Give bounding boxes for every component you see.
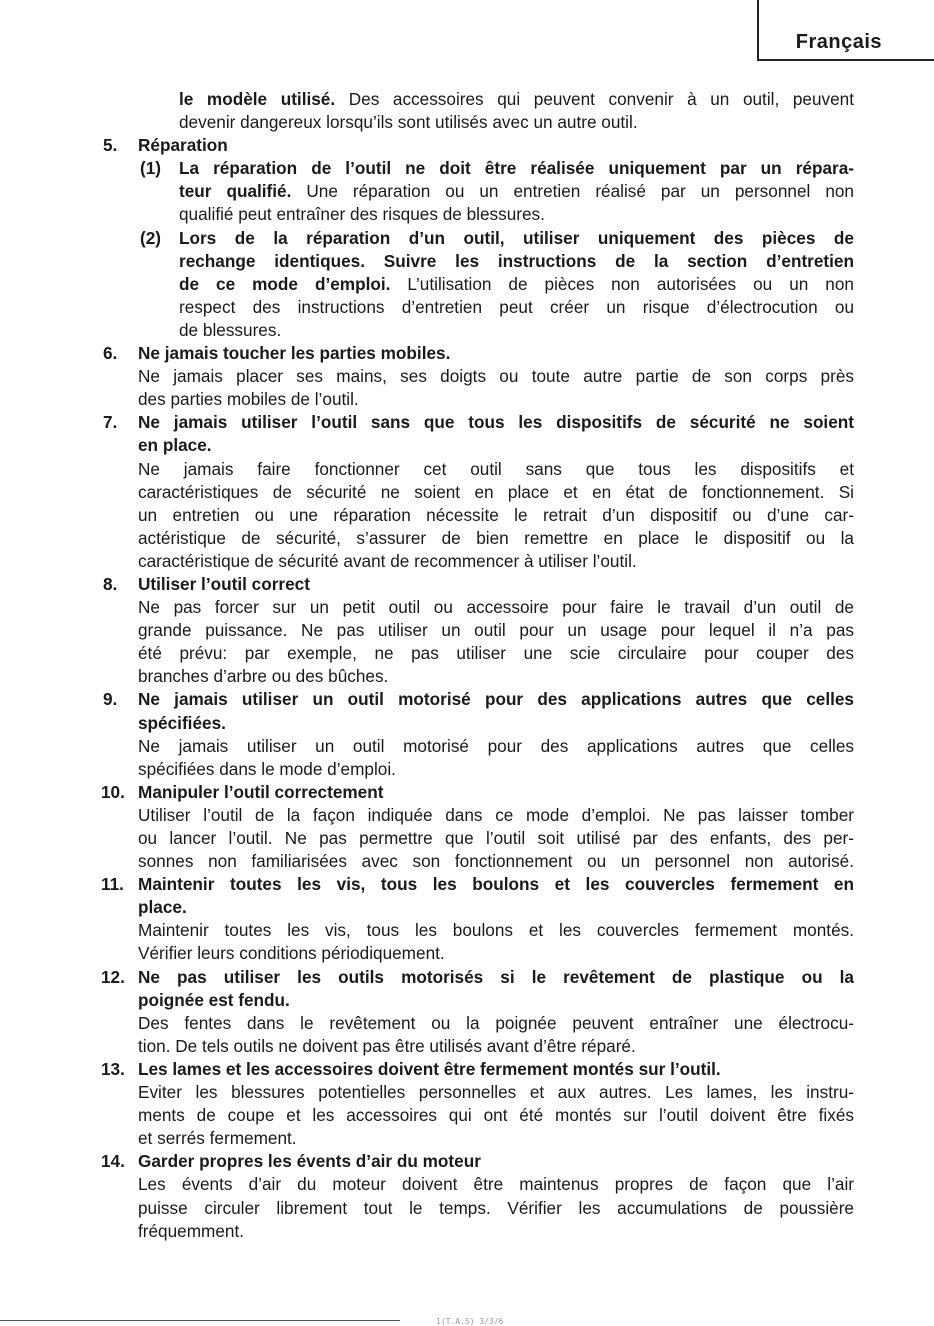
line-text	[138, 434, 854, 457]
line-text	[138, 134, 854, 157]
body-text: Vérifier leurs conditions périodiquement.	[138, 943, 445, 964]
line-text	[138, 642, 854, 665]
body-text: Les évents d’air du moteur doivent être maintenus propres de façon que l’air	[138, 1174, 854, 1195]
text-line	[0, 1220, 934, 1243]
bold-text: Réparation	[138, 135, 228, 156]
body-text: fréquemment.	[138, 1220, 245, 1241]
line-text	[138, 1058, 854, 1081]
bold-text: Ne jamais utiliser l’outil sans que tous les dispositifs de sécurité ne soient	[138, 412, 854, 433]
text-line	[0, 1081, 934, 1104]
text-line	[0, 989, 934, 1012]
line-text	[138, 550, 854, 573]
text-line	[0, 1150, 934, 1173]
body-text: des parties mobiles de l’outil.	[138, 389, 359, 410]
body-text: un entretien ou une réparation nécessite le retrait d’un dispositif ou d’une car-	[138, 504, 854, 525]
text-line	[0, 180, 934, 203]
line-text	[138, 1104, 854, 1127]
line-text	[179, 88, 854, 111]
line-text	[138, 989, 854, 1012]
line-text	[179, 296, 854, 319]
footer-code: 1(T.A.S) 3/3/6	[436, 1317, 504, 1326]
bold-text: en place.	[138, 435, 212, 456]
line-text	[138, 1012, 854, 1035]
text-line	[0, 896, 934, 919]
text-line	[0, 804, 934, 827]
line-text	[179, 111, 854, 134]
line-text	[138, 596, 854, 619]
bold-text: le modèle utilisé.	[179, 89, 336, 109]
bold-text: Utiliser l’outil correct	[138, 573, 310, 594]
footer-divider	[0, 1320, 400, 1321]
text-line	[0, 619, 934, 642]
item-number: 13.	[101, 1058, 125, 1079]
body-text: été prévu: par exemple, ne pas utiliser une scie circulaire pour couper des	[138, 643, 854, 664]
line-text	[179, 319, 854, 342]
body-text: tion. De tels outils ne doivent pas être utilisés avant d’être réparé.	[138, 1035, 636, 1056]
bold-text: de ce mode d’emploi.	[179, 273, 391, 294]
subitem-number: (1)	[140, 158, 162, 179]
item-number: 9.	[103, 689, 118, 710]
body-text: ou lancer l’outil. Ne pas permettre que l’outil soit utilisé par des enfants, des per-	[138, 828, 854, 848]
text-line	[0, 758, 934, 781]
text-line	[0, 850, 934, 873]
text-line	[0, 157, 934, 180]
text-line	[0, 227, 934, 250]
line-text	[138, 342, 854, 365]
line-text	[138, 527, 854, 550]
body-text: Une réparation ou un entretien réalisé par un personnel non	[291, 181, 854, 202]
line-text	[179, 203, 854, 226]
line-text	[138, 1173, 854, 1196]
language-label: Français	[795, 31, 882, 53]
text-line	[0, 342, 934, 365]
line-text	[138, 735, 854, 758]
line-text	[138, 365, 854, 388]
body-text: Des accessoires qui peuvent convenir à un outil, peuvent	[335, 89, 855, 109]
bold-text: La réparation de l’outil ne doit être réalisée uniquement par un répara-	[179, 158, 854, 179]
text-line	[0, 1012, 934, 1035]
text-line	[0, 273, 934, 296]
text-line	[0, 942, 934, 965]
body-text: Eviter les blessures potentielles personnelles et aux autres. Les lames, les instru-	[138, 1082, 854, 1103]
bold-text: teur qualifié.	[179, 181, 292, 202]
line-text	[179, 250, 854, 273]
text-line	[0, 966, 934, 989]
line-text	[138, 942, 854, 965]
text-line	[0, 203, 934, 226]
body-text: devenir dangereux lorsqu’ils sont utilisés avec un autre outil.	[179, 112, 638, 133]
line-text	[179, 273, 854, 296]
line-text	[179, 157, 854, 180]
body-text: et serrés fermement.	[138, 1128, 297, 1149]
body-text: L’utilisation de pièces non autorisées ou un non	[390, 273, 854, 294]
text-line	[0, 550, 934, 573]
line-text	[138, 619, 854, 642]
document-body	[0, 88, 934, 1243]
item-number: 14.	[101, 1151, 125, 1172]
line-text	[179, 180, 854, 203]
line-text	[138, 481, 854, 504]
bold-text: Ne jamais toucher les parties mobiles.	[138, 343, 451, 364]
text-line	[0, 504, 934, 527]
text-line	[0, 434, 934, 457]
text-line	[0, 919, 934, 942]
line-text	[138, 712, 854, 735]
text-line	[0, 688, 934, 711]
line-text	[138, 458, 854, 481]
bold-text: Ne jamais utiliser un outil motorisé pour des applications autres que celles	[138, 689, 854, 710]
line-text	[138, 919, 854, 942]
bold-text: Maintenir toutes les vis, tous les boulons et les couvercles fermement en	[138, 874, 854, 895]
body-text: grande puissance. Ne pas utiliser un outil pour un usage pour lequel il n’a pas	[138, 620, 854, 641]
line-text	[138, 1127, 854, 1150]
item-number: 11.	[101, 874, 124, 895]
text-line	[0, 735, 934, 758]
text-line	[0, 388, 934, 411]
item-number: 8.	[103, 573, 118, 594]
text-line	[0, 1127, 934, 1150]
text-line	[0, 712, 934, 735]
body-text: ments de coupe et les accessoires qui ont été montés sur l’outil doivent être fixés	[138, 1105, 854, 1126]
text-line	[0, 642, 934, 665]
line-text	[138, 966, 854, 989]
line-text	[138, 573, 854, 596]
text-line	[0, 1058, 934, 1081]
text-line	[0, 781, 934, 804]
line-text	[138, 411, 854, 434]
line-text	[138, 1035, 854, 1058]
body-text: caractéristiques de sécurité ne soient en place et en état de fonctionnement. Si	[138, 481, 854, 502]
text-line	[0, 365, 934, 388]
body-text: respect des instructions d’entretien peut créer un risque d’électrocution ou	[179, 296, 854, 317]
text-line	[0, 88, 934, 111]
subitem-number: (2)	[140, 227, 162, 248]
bold-text: rechange identiques. Suivre les instructions de la section d’entretien	[179, 250, 854, 271]
line-text	[138, 873, 854, 896]
text-line	[0, 134, 934, 157]
body-text: Ne jamais utiliser un outil motorisé pour des applications autres que celles	[138, 735, 854, 756]
text-line	[0, 1104, 934, 1127]
bold-text: spécifiées.	[138, 712, 226, 733]
text-line	[0, 481, 934, 504]
text-line	[0, 827, 934, 850]
body-text: Utiliser l’outil de la façon indiquée dans ce mode d’emploi. Ne pas laisser tomber	[138, 804, 854, 825]
text-line	[0, 1197, 934, 1220]
line-text	[138, 850, 854, 873]
text-line	[0, 458, 934, 481]
text-line	[0, 111, 934, 134]
body-text: Maintenir toutes les vis, tous les boulons et les couvercles fermement montés.	[138, 920, 854, 941]
line-text	[138, 896, 854, 919]
line-text	[138, 1220, 854, 1243]
text-line	[0, 596, 934, 619]
body-text: Ne jamais faire fonctionner cet outil sans que tous les dispositifs et	[138, 458, 854, 479]
language-tab	[757, 0, 934, 61]
body-text: Ne jamais placer ses mains, ses doigts ou toute autre partie de son corps près	[138, 366, 854, 387]
body-text: de blessures.	[179, 319, 282, 340]
body-text: spécifiées dans le mode d’emploi.	[138, 758, 396, 779]
text-line	[0, 411, 934, 434]
line-text	[138, 758, 854, 781]
line-text	[179, 227, 854, 250]
bold-text: place.	[138, 897, 187, 918]
text-line	[0, 665, 934, 688]
text-line	[0, 319, 934, 342]
bold-text: poignée est fendu.	[138, 989, 290, 1010]
body-text: qualifié peut entraîner des risques de blessures.	[179, 204, 545, 225]
bold-text: Lors de la réparation d’un outil, utiliser uniquement des pièces de	[179, 227, 854, 248]
line-text	[138, 781, 854, 804]
line-text	[138, 504, 854, 527]
text-line	[0, 1035, 934, 1058]
line-text	[138, 1150, 854, 1173]
item-number: 10.	[101, 781, 125, 802]
line-text	[138, 1081, 854, 1104]
line-text	[138, 804, 854, 827]
text-line	[0, 873, 934, 896]
bold-text: Les lames et les accessoires doivent être fermement montés sur l’outil.	[138, 1058, 721, 1079]
body-text: sonnes non familiarisées avec son fonctionnement ou un personnel non autorisé.	[138, 851, 854, 872]
body-text: caractéristique de sécurité avant de recommencer à utiliser l’outil.	[138, 550, 637, 571]
body-text: actéristique de sécurité, s’assurer de bien remettre en place le dispositif ou la	[138, 527, 854, 548]
body-text: branches d’arbre ou des bûches.	[138, 666, 389, 687]
line-text	[138, 827, 854, 850]
text-line	[0, 250, 934, 273]
line-text	[138, 665, 854, 688]
line-text	[138, 1197, 854, 1220]
line-text	[138, 388, 854, 411]
item-number: 12.	[101, 966, 125, 987]
body-text: Des fentes dans le revêtement ou la poignée peuvent entraîner une électrocu-	[138, 1012, 854, 1033]
item-number: 7.	[103, 412, 118, 433]
line-text	[138, 688, 854, 711]
item-number: 5.	[103, 135, 118, 156]
text-line	[0, 573, 934, 596]
text-line	[0, 527, 934, 550]
body-text: puisse circuler librement tout le temps. Vérifier les accumulations de poussière	[138, 1197, 854, 1218]
body-text: Ne pas forcer sur un petit outil ou accessoire pour faire le travail d’un outil de	[138, 597, 854, 618]
bold-text: Manipuler l’outil correctement	[138, 781, 384, 802]
text-line	[0, 1173, 934, 1196]
bold-text: Ne pas utiliser les outils motorisés si le revêtement de plastique ou la	[138, 966, 854, 987]
text-line	[0, 296, 934, 319]
item-number: 6.	[103, 343, 118, 364]
bold-text: Garder propres les évents d’air du moteur	[138, 1151, 481, 1172]
